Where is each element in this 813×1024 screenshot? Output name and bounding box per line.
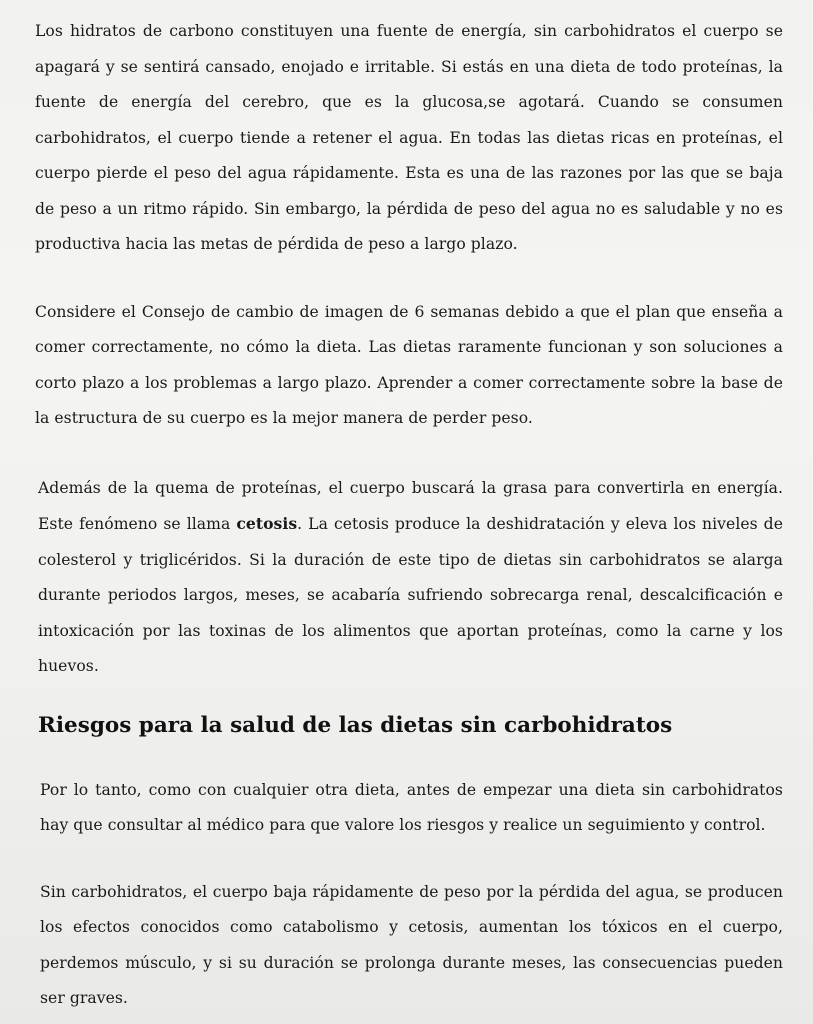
paragraph-image-change-advice: Considere el Consejo de cambio de imagen de 6 semanas debido a que el plan que enseña a comer correctamente, no cómo la dieta. Las dietas raramente funcionan y son soluciones a corto plazo a los problemas a largo plazo. Aprender a comer correctamente sobre la base de la estructura de su cuerpo es la mejor manera de perder peso.	[35, 302, 783, 427]
ketosis-text-before: Además de la quema de proteínas, el cuerpo buscará la grasa para convertirla en energía. Este fenómeno se llama	[38, 478, 783, 533]
section-heading-health-risks: Riesgos para la salud de las dietas sin carbohidratos	[38, 712, 673, 738]
paragraph-carbohydrates-energy: Los hidratos de carbono constituyen una fuente de energía, sin carbohidratos el cuerpo se apagará y se sentirá cansado, enojado e irritable. Si estás en una dieta de todo proteínas, la fuente de energía del cerebro, que es la glucosa,se agotará. Cuando se consumen carbohidratos, el cuerpo tiende a retener el agua. En todas las dietas ricas en proteínas, el cuerpo pierde el peso del agua rápidamente. Esta es una de las razones por las que se baja de peso a un ritmo rápido. Sin embargo, la pérdida de peso del agua no es saludable y no es productiva hacia las metas de pérdida de peso a largo plazo.	[35, 22, 783, 253]
ketosis-text-after: . La cetosis produce la deshidratación y eleva los niveles de colesterol y triglicéridos. Si la duración de este tipo de dietas sin carbohidratos se alarga durante periodos largos, meses, se acabaría sufriendo sobrecarga renal, descalcificación e intoxicación por las toxinas de los alimentos que aportan proteínas, como la carne y los huevos.	[38, 515, 783, 675]
ketosis-term: cetosis	[236, 514, 298, 533]
paragraph-consult-doctor: Por lo tanto, como con cualquier otra dieta, antes de empezar una dieta sin carbohidratos hay que consultar al médico para que valore los riesgos y realice un seguimiento y control.	[40, 780, 783, 834]
paragraph-ketosis	[34, 471, 783, 685]
paragraph-consequences: Sin carbohidratos, el cuerpo baja rápidamente de peso por la pérdida del agua, se producen los efectos conocidos como catabolismo y cetosis, aumentan los tóxicos en el cuerpo, perdemos músculo, y si su duración se prolonga durante meses, las consecuencias pueden ser graves.	[40, 882, 783, 1007]
